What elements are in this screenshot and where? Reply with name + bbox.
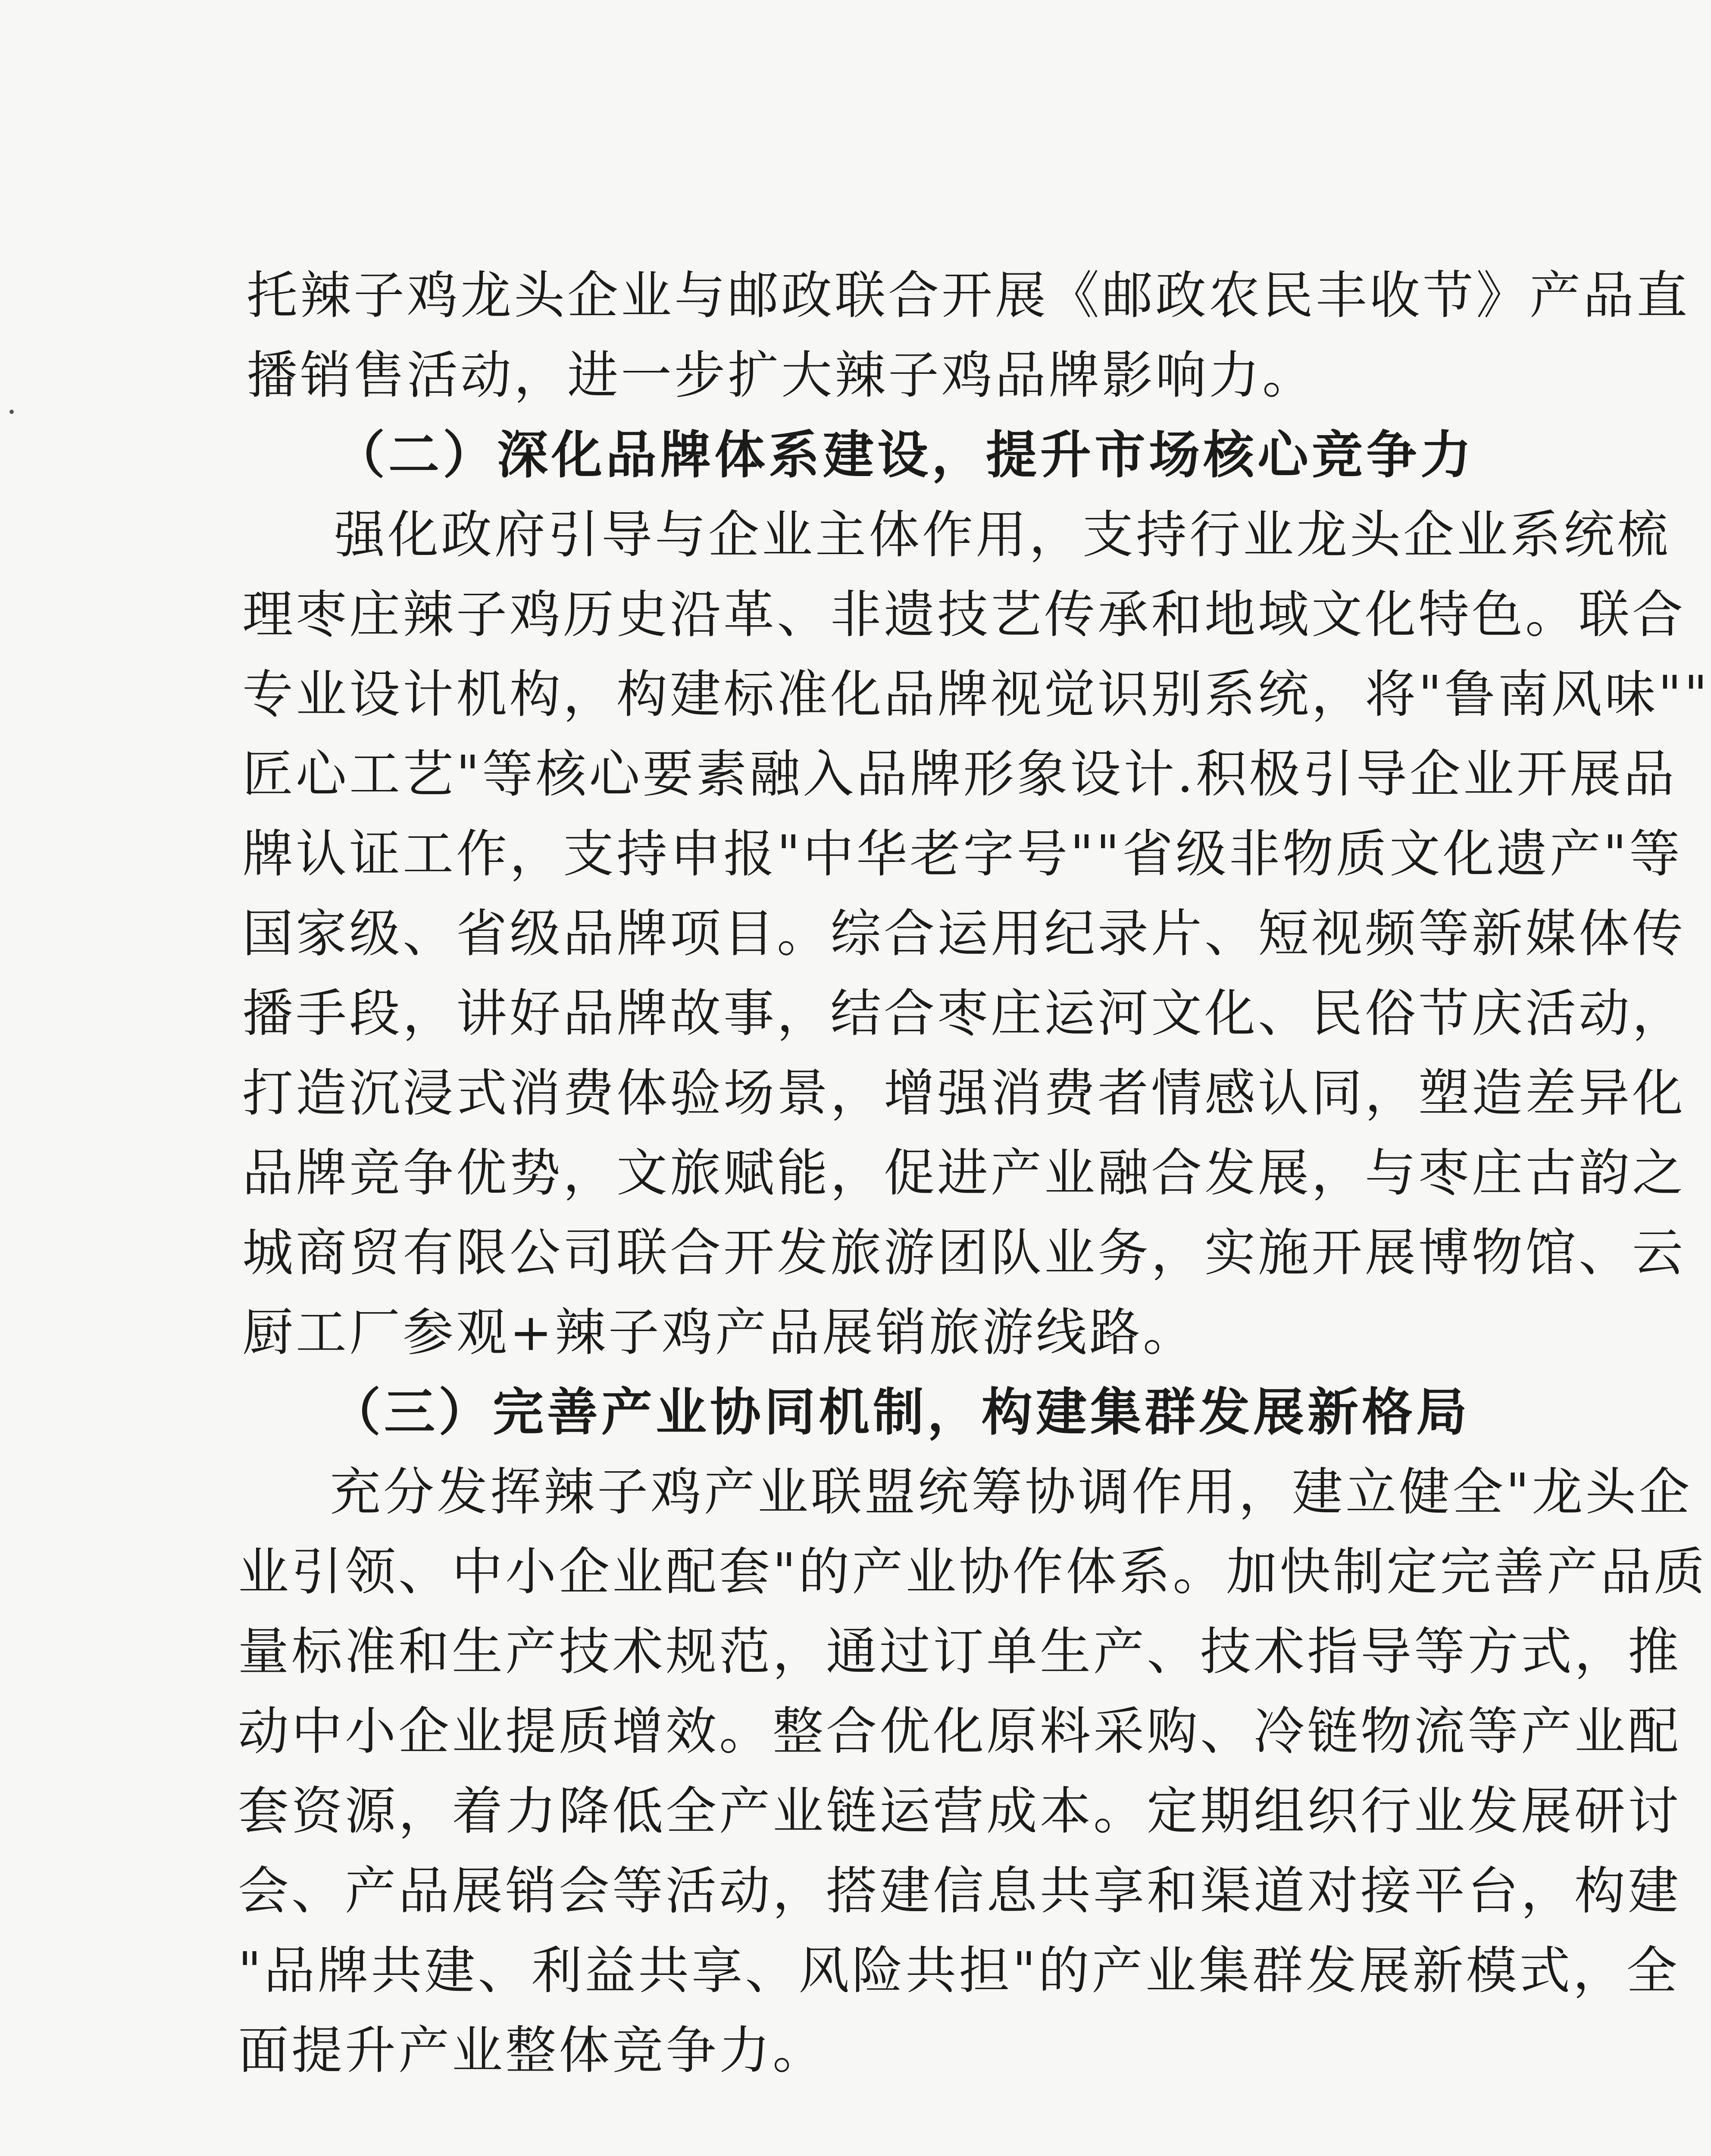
text-line: 专业设计机构，构建标准化品牌视觉识别系统，将"鲁南风味"" <box>242 664 1710 724</box>
text-line: 理枣庄辣子鸡历史沿革、非遗技艺传承和地域文化特色。联合 <box>242 585 1686 644</box>
text-line: 套资源，着力降低全产业链运营成本。定期组织行业发展研讨 <box>238 1781 1682 1841</box>
text-line: 城商贸有限公司联合开发旅游团队业务，实施开展博物馆、云 <box>242 1223 1686 1282</box>
text-line: 厨工厂参观+辣子鸡产品展销旅游线路。 <box>242 1303 1196 1362</box>
text-line: 播手段，讲好品牌故事，结合枣庄运河文化、民俗节庆活动， <box>242 984 1686 1043</box>
text-line: "品牌共建、利益共享、风险共担"的产业集群发展新模式，全 <box>238 1941 1680 2000</box>
text-line: 面提升产业整体竞争力。 <box>238 2021 826 2080</box>
text-line: 打造沉浸式消费体验场景，增强消费者情感认同，塑造差异化 <box>242 1063 1686 1123</box>
section-heading: （三）完善产业协同机制，构建集群发展新格局 <box>330 1382 1471 1442</box>
scan-speck <box>9 410 14 414</box>
text-line: 牌认证工作，支持申报"中华老字号""省级非物质文化遗产"等 <box>242 824 1683 884</box>
text-line: 国家级、省级品牌项目。综合运用纪录片、短视频等新媒体传 <box>242 904 1686 963</box>
paragraph-first-line: 充分发挥辣子鸡产业联盟统筹协调作用，建立健全"龙头企 <box>330 1462 1692 1522</box>
text-line: 量标准和生产技术规范，通过订单生产、技术指导等方式，推 <box>238 1622 1682 1681</box>
text-line: 托辣子鸡龙头企业与邮政联合开展《邮政农民丰收节》产品直 <box>247 266 1690 325</box>
text-line: 品牌竞争优势，文旅赋能，促进产业融合发展，与枣庄古韵之 <box>242 1143 1686 1203</box>
section-heading: （二）深化品牌体系建设，提升市场核心竞争力 <box>334 425 1475 485</box>
text-line: 会、产品展销会等活动，搭建信息共享和渠道对接平台，构建 <box>238 1861 1682 1921</box>
text-line: 业引领、中小企业配套"的产业协作体系。加快制定完善产品质 <box>238 1542 1708 1601</box>
text-line: 播销售活动，进一步扩大辣子鸡品牌影响力。 <box>247 345 1316 405</box>
text-line: 动中小企业提质增效。整合优化原料采购、冷链物流等产业配 <box>238 1702 1682 1761</box>
text-line: 匠心工艺"等核心要素融入品牌形象设计.积极引导企业开展品 <box>242 744 1677 804</box>
paragraph-first-line: 强化政府引导与企业主体作用，支持行业龙头企业系统梳 <box>334 505 1671 564</box>
